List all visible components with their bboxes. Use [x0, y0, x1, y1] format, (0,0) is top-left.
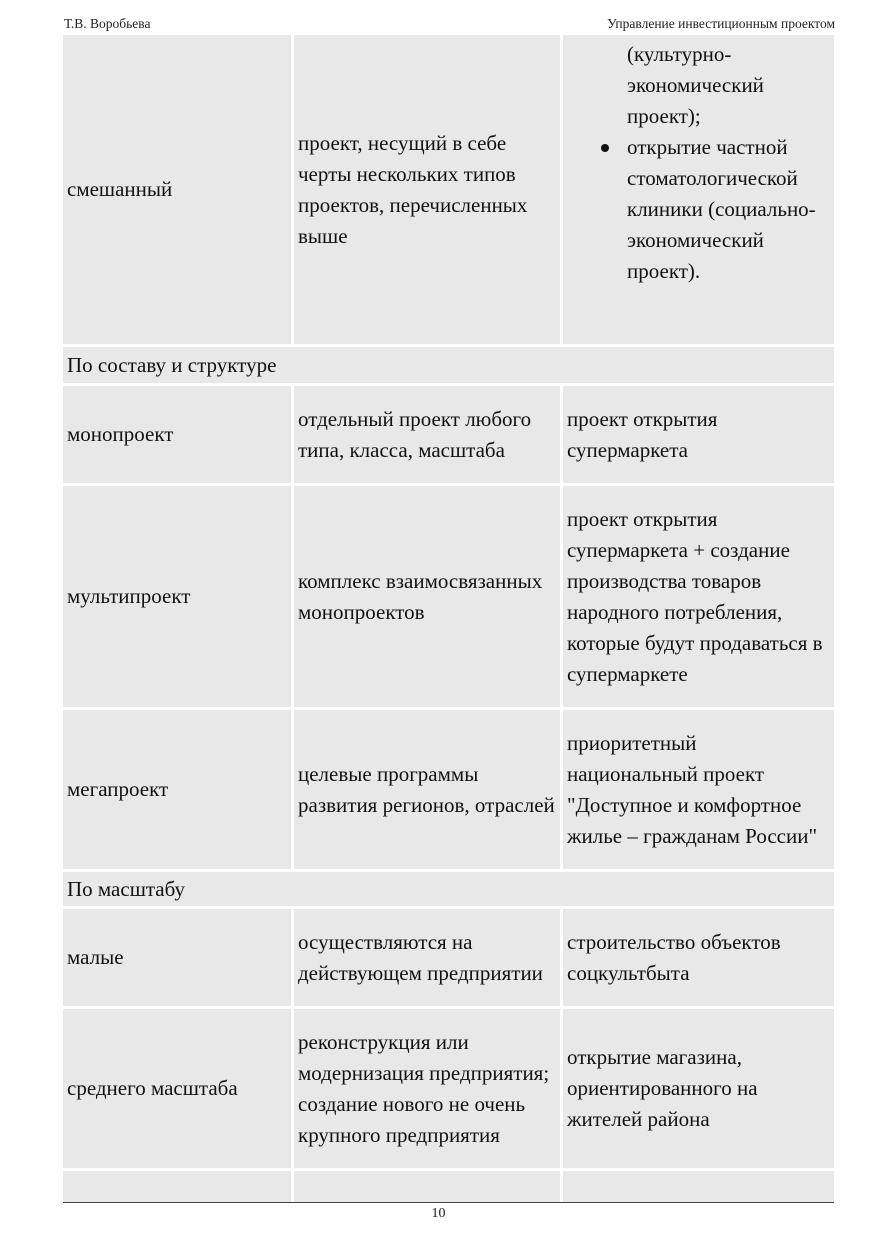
project-description-cell: отдельный проект любого типа, класса, масштаба — [294, 386, 560, 483]
project-description-cell: целевые программы развития регионов, отраслей — [294, 710, 560, 869]
table-row — [63, 35, 834, 344]
project-type-cell: среднего масштаба — [63, 1009, 291, 1168]
project-example-cell — [563, 35, 834, 344]
project-example-cell: строительство объектов соцкультбыта — [563, 909, 834, 1006]
project-description-cell: осуществляются на действующем предприятии — [294, 909, 560, 1006]
table-row — [63, 909, 834, 1006]
project-type-cell: малые — [63, 909, 291, 1006]
project-type-cell: мегапроект — [63, 710, 291, 869]
table-row — [63, 1171, 834, 1202]
project-description-cell: проект, несущий в себе черты нескольких типов проектов, перечисленных выше — [294, 35, 560, 344]
page-number: 10 — [431, 1206, 446, 1221]
example-bullet-list — [567, 39, 830, 287]
project-example-cell: приоритетный национальный проект "Доступное и комфортное жилье – гражданам России" — [563, 710, 834, 869]
project-description-cell: комплекс взаимосвязанных монопроектов — [294, 486, 560, 707]
section-row — [63, 872, 834, 906]
list-item: (культурно-экономический проект); — [627, 42, 764, 128]
project-type-cell: смешанный — [63, 35, 291, 344]
project-description-cell: реконструкция или модернизация предприятия; создание нового не очень крупного предприятия — [294, 1009, 560, 1168]
table-row — [63, 486, 834, 707]
list-item: открытие частной стоматологической клиники (социально-экономический проект). — [567, 132, 830, 287]
project-type-cell: монопроект — [63, 386, 291, 483]
table-row — [63, 386, 834, 483]
project-example-cell — [563, 1171, 834, 1202]
running-header-author: Т.В. Воробьева — [64, 16, 151, 31]
section-row — [63, 347, 834, 383]
project-example-cell: открытие магазина, ориентированного на жителей района — [563, 1009, 834, 1168]
project-example-cell: проект открытия супермаркета — [563, 386, 834, 483]
project-type-cell: мультипроект — [63, 486, 291, 707]
section-heading: По масштабу — [63, 872, 834, 906]
running-header-title: Управление инвестиционным проектом — [607, 16, 835, 31]
section-heading: По составу и структуре — [63, 347, 834, 383]
footer-divider — [63, 1202, 834, 1203]
project-type-cell — [63, 1171, 291, 1202]
table-row — [63, 1009, 834, 1168]
project-description-cell — [294, 1171, 560, 1202]
project-example-cell: проект открытия супермаркета + создание производства товаров народного потребления, которые будут продаваться в супермаркете — [563, 486, 834, 707]
table-row — [63, 710, 834, 869]
